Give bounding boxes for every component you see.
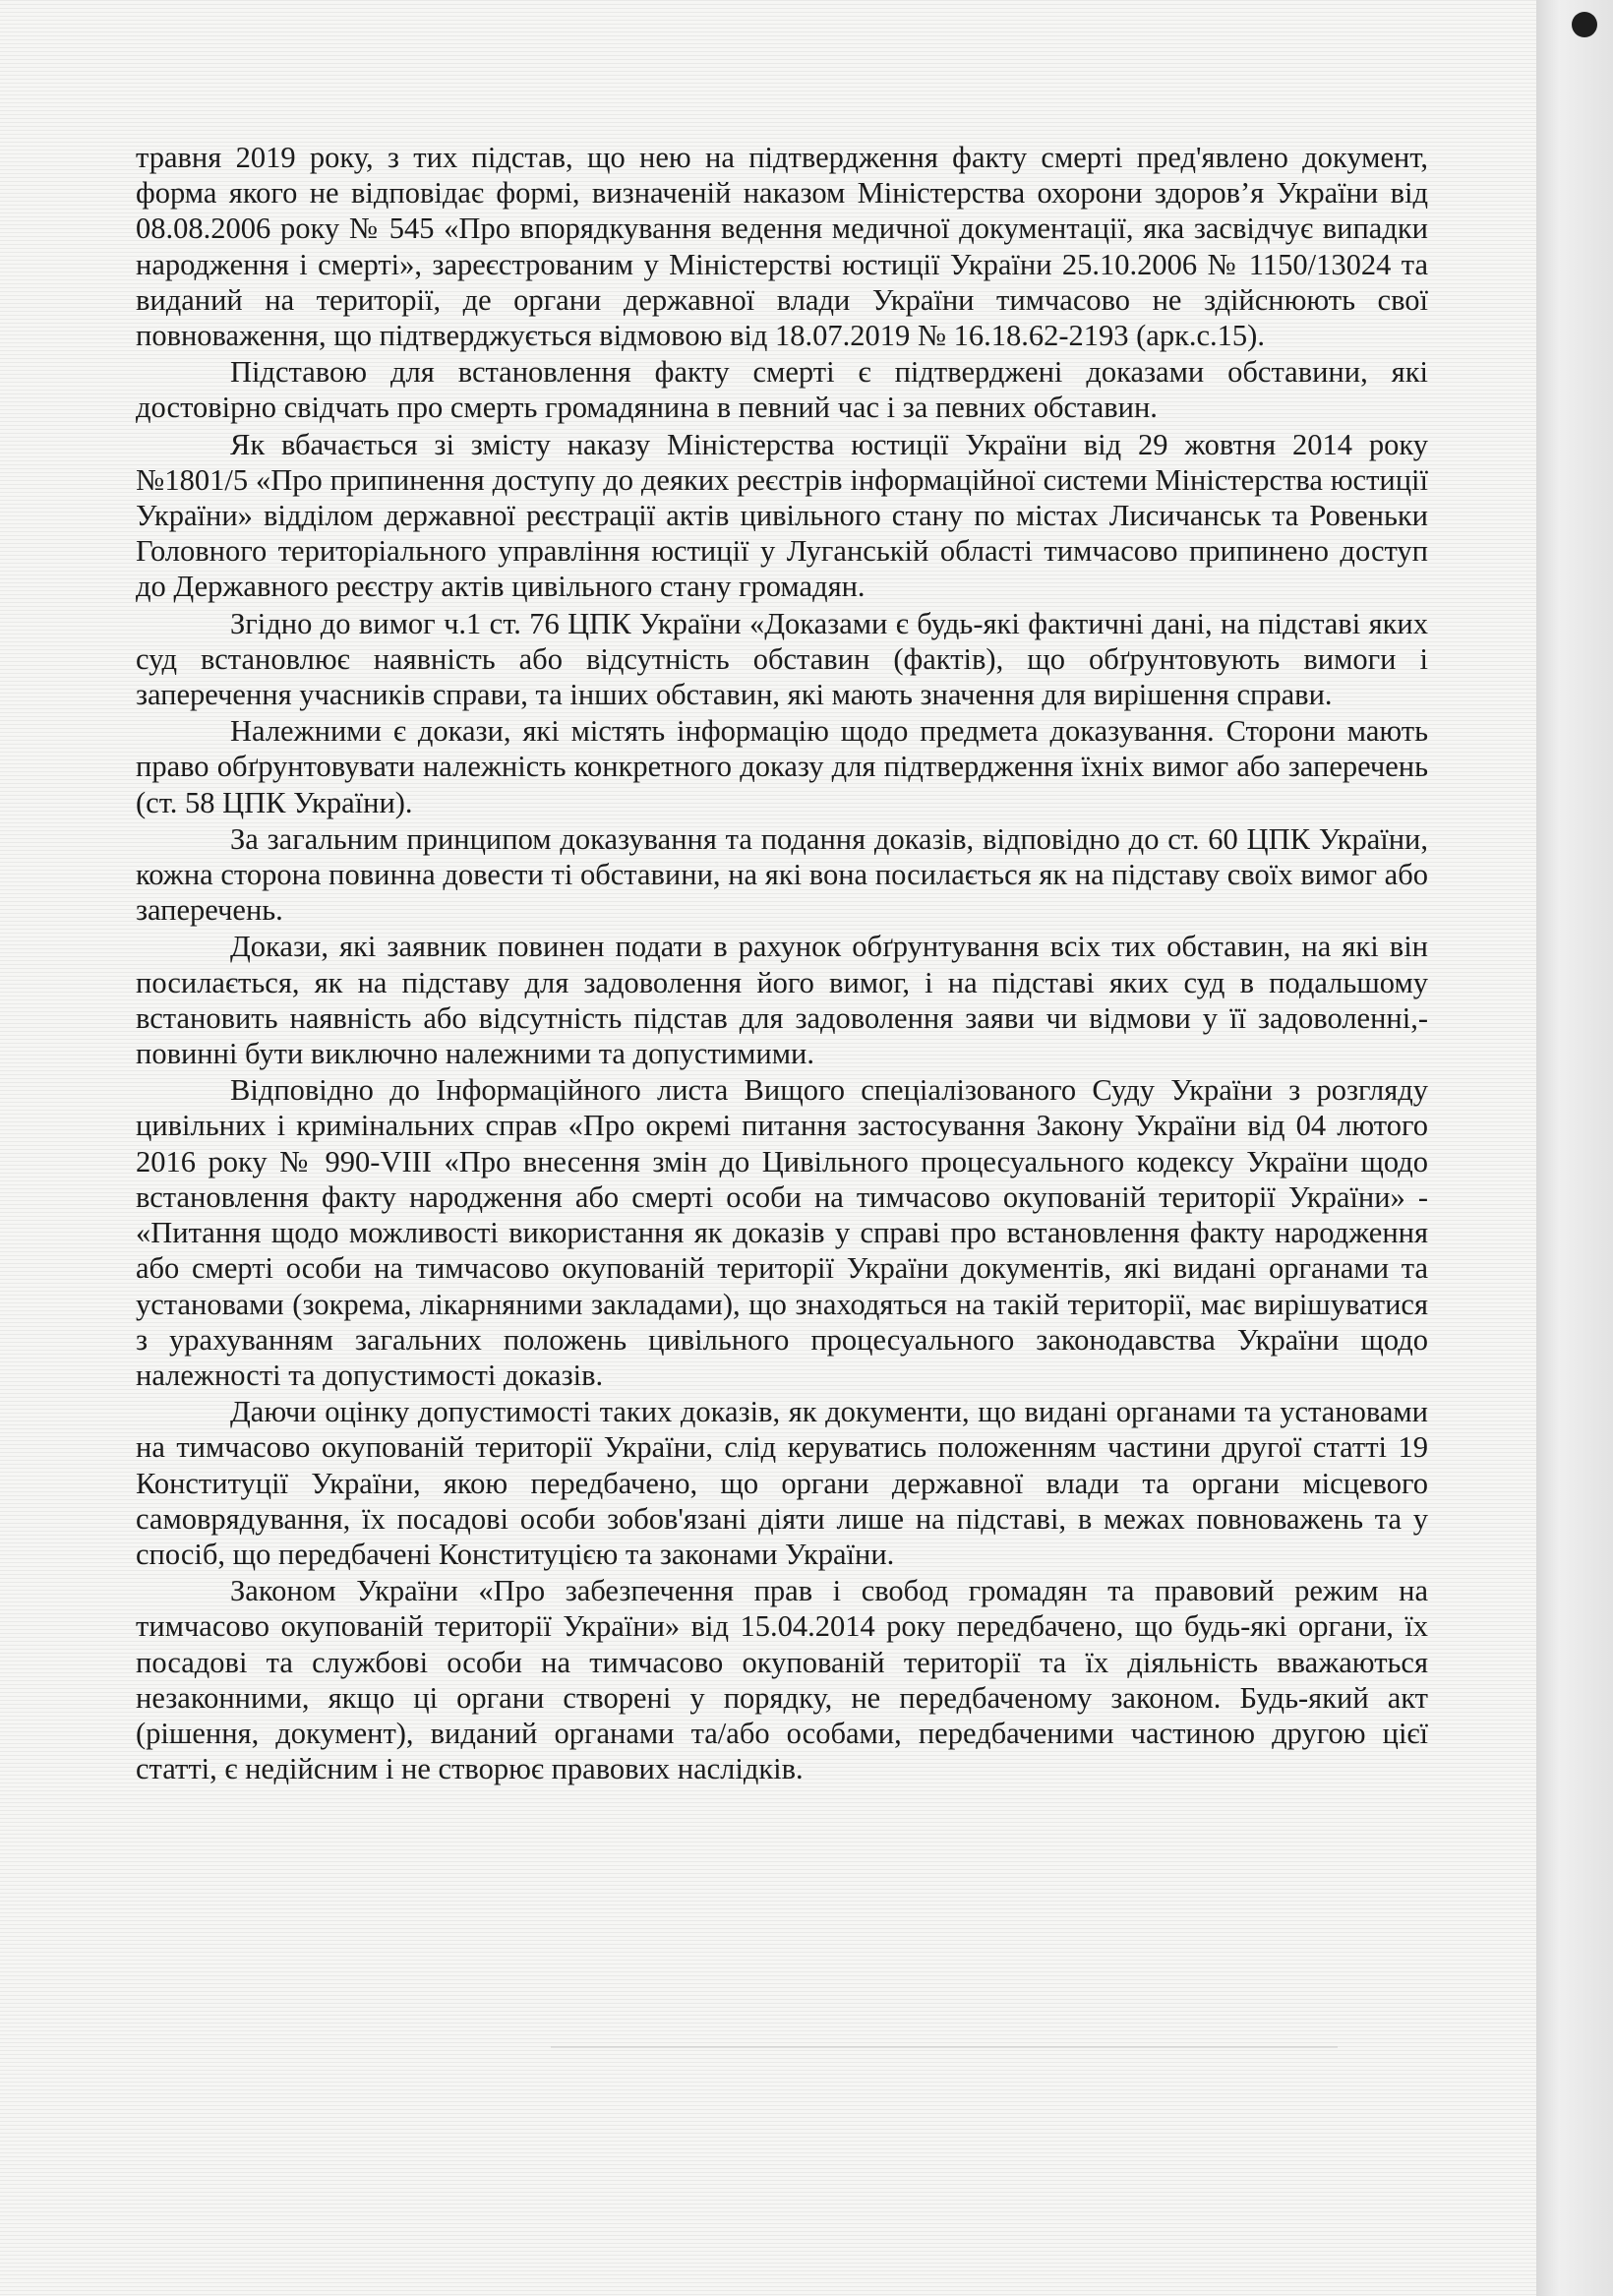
paragraph-10: Законом України «Про забезпечення прав і свобод громадян та правовий режим на тимчасово окупованій території України» від 15.04.2014 року передбачено, що будь-які органи, їх посадові та службові особи на тимчасово окупованій території та їх діяльність вважаються незаконними, якщо ці органи створені у порядку, не передбаченому законом. Будь-який акт (рішення, документ), виданий органами та/або особами, передбаченими частиною другою цієї статті, є недійсним і не створює правових наслідків. — [136, 1574, 1428, 1786]
paragraph-9: Даючи оцінку допустимості таких доказів, як документи, що видані органами та установами на тимчасово окупованій території України, слід керуватись положенням частини другої статті 19 Конституції України, якою передбачено, що органи державної влади та органи місцевого самоврядування, їх посадові особи зобов'язані діяти лише на підставі, в межах повноважень та у спосіб, що передбачені Конституцією та законами України. — [136, 1395, 1428, 1571]
paragraph-5: Належними є докази, які містять інформацію щодо предмета доказування. Сторони мають право обґрунтовувати належність конкретного доказу для підтвердження їхніх вимог або заперечень (ст. 58 ЦПК України). — [136, 714, 1428, 819]
paragraph-3: Як вбачається зі змісту наказу Міністерства юстиції України від 29 жовтня 2014 року №1801/5 «Про припинення доступу до деяких реєстрів інформаційної системи Міністерства юстиції України» відділом державної реєстрації актів цивільного стану по містах Лисичанськ та Ровеньки Головного територіального управління юстиції у Луганській області тимчасово припинено доступ до Державного реєстру актів цивільного стану громадян. — [136, 427, 1428, 604]
paragraph-7: Докази, які заявник повинен подати в рахунок обґрунтування всіх тих обставин, на які він посилається, як на підставу для задоволення його вимог, і на підставі яких суд в подальшому встановить наявність або відсутність підстав для задоволення заяви чи відмови у її задоволенні,- повинні бути виключно належними та допустимими. — [136, 930, 1428, 1071]
scanner-edge — [1536, 0, 1613, 2296]
paragraph-6: За загальним принципом доказування та подання доказів, відповідно до ст. 60 ЦПК України, кожна сторона повинна довести ті обставини, на які вона посилається як на підставу своїх вимог або заперечень. — [136, 821, 1428, 928]
punch-hole — [1572, 12, 1597, 37]
paragraph-1: травня 2019 року, з тих підстав, що нею на підтвердження факту смерті пред'явлено документ, форма якого не відповідає формі, визначеній наказом Міністерства охорони здоров’я України від 08.08.2006 року № 545 «Про впорядкування ведення медичної документації, яка засвідчує випадки народження і смерті», зареєстрованим у Міністерстві юстиції України 25.10.2006 № 1150/13024 та виданий на території, де органи державної влади України тимчасово не здійснюють свої повноваження, що підтверджується відмовою від 18.07.2019 № 16.18.62-2193 (арк.с.15). — [136, 141, 1428, 353]
paragraph-8: Відповідно до Інформаційного листа Вищого спеціалізованого Суду України з розгляду цивільних і кримінальних справ «Про окремі питання застосування Закону України від 04 лютого 2016 року № 990-VIII «Про внесення змін до Цивільного процесуального кодексу України щодо встановлення факту народження або смерті особи на тимчасово окупованій території України» - «Питання щодо можливості використання як доказів у справі про встановлення факту народження або смерті особи на тимчасово окупованій території України документів, які видані органами та установами (зокрема, лікарняними закладами), що знаходяться на такій території, має вирішуватися з урахуванням загальних положень цивільного процесуального законодавства України щодо належності та допустимості доказів. — [136, 1073, 1428, 1392]
scan-artifact-line — [551, 2046, 1338, 2048]
document-body — [136, 140, 1428, 1787]
paragraph-2: Підставою для встановлення факту смерті є підтверджені доказами обставини, які достовірно свідчать про смерть громадянина в певний час і за певних обставин. — [136, 355, 1428, 425]
paragraph-4: Згідно до вимог ч.1 ст. 76 ЦПК України «Доказами є будь-які фактичні дані, на підставі яких суд встановлює наявність або відсутність обставин (фактів), що обґрунтовують вимоги і заперечення учасників справи, та інших обставин, які мають значення для вирішення справи. — [136, 606, 1428, 712]
